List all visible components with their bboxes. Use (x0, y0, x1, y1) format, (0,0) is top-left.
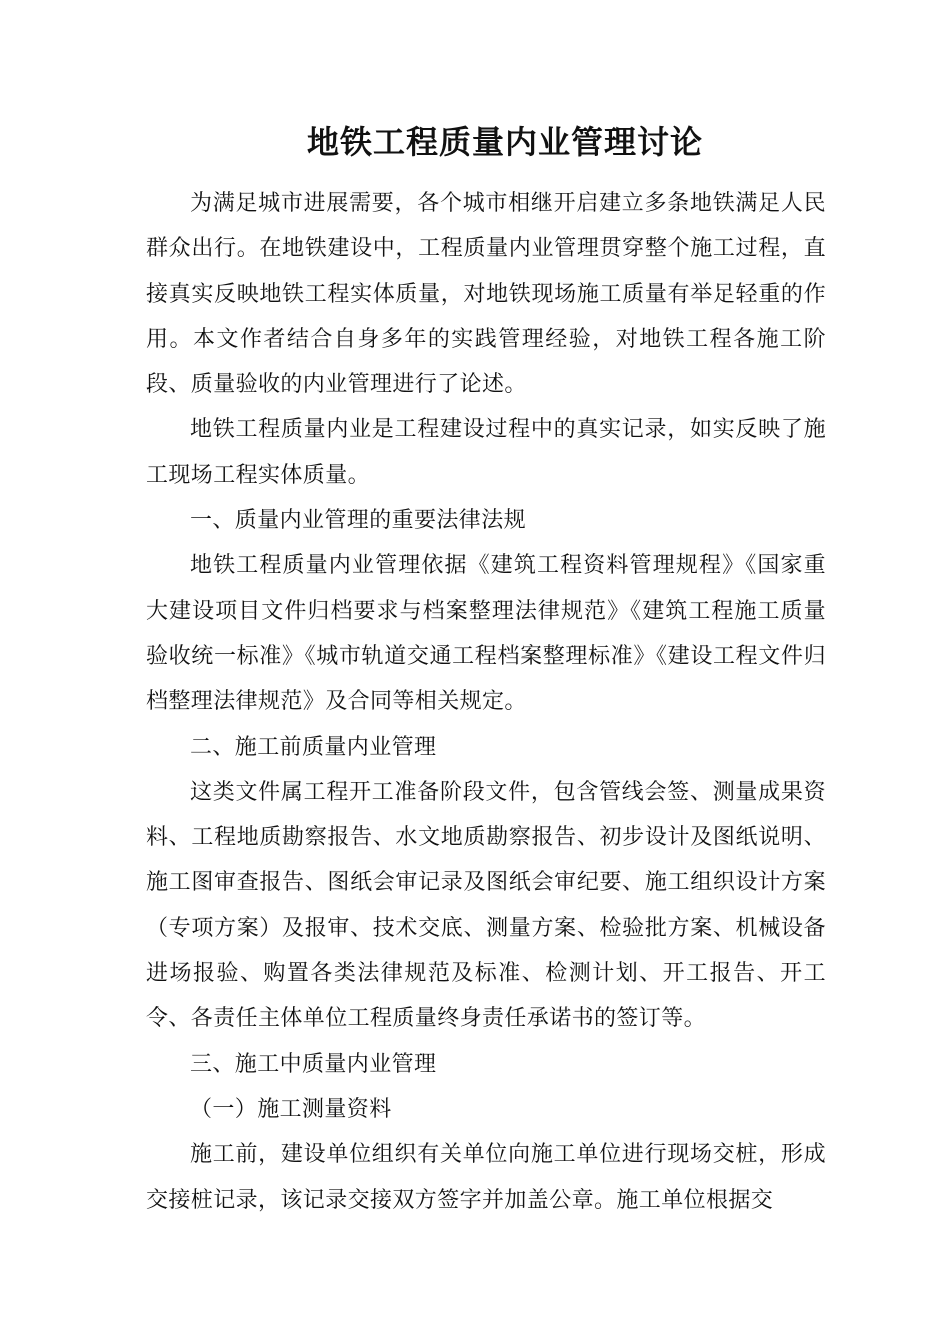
section-heading-1: 一、质量内业管理的重要法律法规 (190, 508, 527, 534)
paragraph-regulations: 地铁工程质量内业管理依据《建筑工程资料管理规程》《国家重大建设项目文件归档要求与档案整理法律规范》《建筑工程施工质量验收统一标准》《城市轨道交通工程档案整理标准》《建设工程文件归档整理法律规范》及合同等相关规定。 (146, 553, 826, 715)
paragraph-definition: 地铁工程质量内业是工程建设过程中的真实记录，如实反映了施工现场工程实体质量。 (146, 417, 826, 488)
section-heading-3: 三、施工中质量内业管理 (190, 1051, 437, 1077)
paragraph-survey: 施工前，建设单位组织有关单位向施工单位进行现场交桩，形成交接桩记录，该记录交接双方签字并加盖公章。施工单位根据交 (146, 1142, 826, 1213)
document-title: 地铁工程质量内业管理讨论 (306, 123, 703, 161)
paragraph-pre-construction: 这类文件属工程开工准备阶段文件，包含管线会签、测量成果资料、工程地质勘察报告、水文地质勘察报告、初步设计及图纸说明、施工图审查报告、图纸会审记录及图纸会审纪要、施工组织设计方案（专项方案）及报审、技术交底、测量方案、检验批方案、机械设备进场报验、购置各类法律规范及标准、检测计划、开工报告、开工令、各责任主体单位工程质量终身责任承诺书的签订等。 (146, 779, 826, 1032)
document-body (146, 181, 826, 1223)
section-heading-2: 二、施工前质量内业管理 (190, 734, 437, 760)
subsection-heading-1: （一）施工测量资料 (190, 1096, 392, 1122)
paragraph-intro: 为满足城市进展需要，各个城市相继开启建立多条地铁满足人民群众出行。在地铁建设中，工程质量内业管理贯穿整个施工过程，直接真实反映地铁工程实体质量，对地铁现场施工质量有举足轻重的作用。本文作者结合自身多年的实践管理经验，对地铁工程各施工阶段、质量验收的内业管理进行了论述。 (146, 191, 826, 398)
